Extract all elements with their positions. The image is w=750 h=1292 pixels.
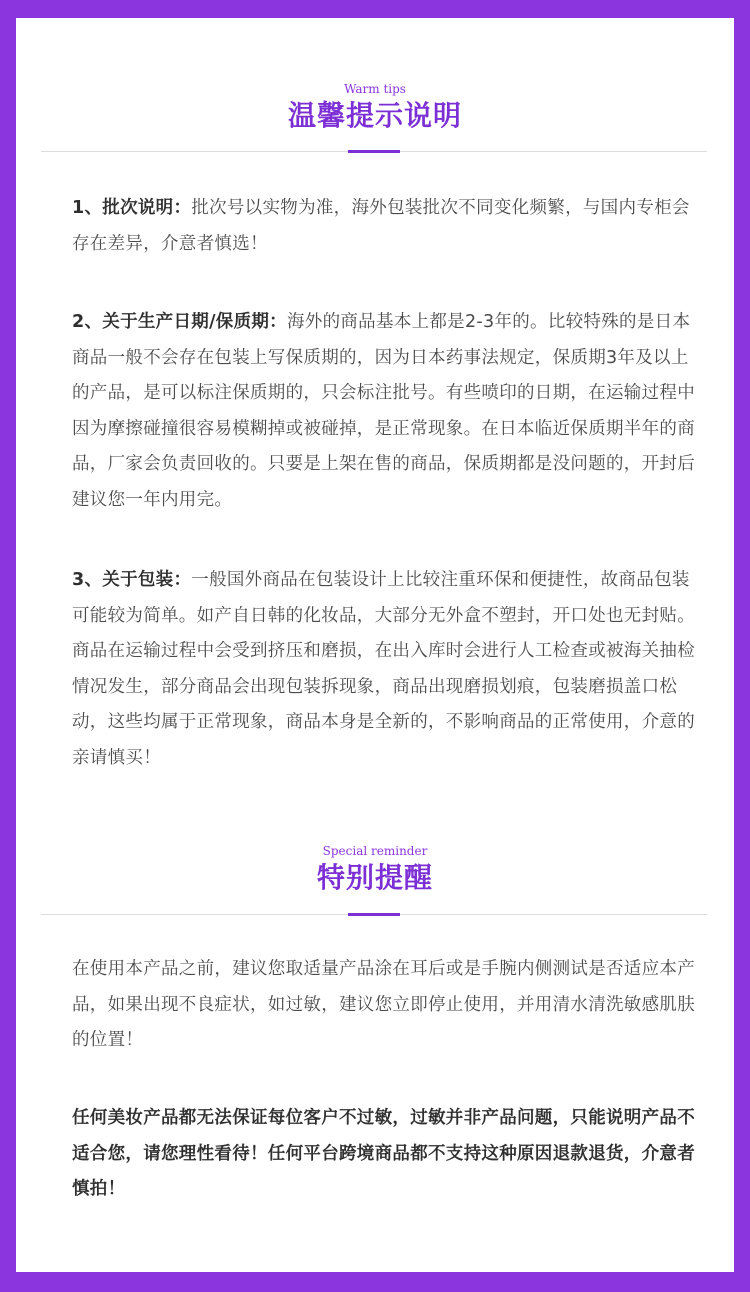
- special-reminder-header: [16, 844, 734, 896]
- item-shelf-life-text: 海外的商品基本上都是2-3年的。比较特殊的是日本商品一般不会存在包装上写保质期的，因为日本药事法规定，保质期3年及以上的产品，是可以标注保质期的，只会标注批号。有些喷印的日期，在运输过程中因为摩擦碰撞很容易模糊掉或被碰掉，是正常现象。在日本临近保质期半年的商品，厂家会负责回收的。只要是上架在售的商品，保质期都是没问题的，开封后建议您一年内用完。: [72, 312, 695, 510]
- warm-tips-accent-bar: [348, 150, 400, 153]
- warm-tips-en-title: Warm tips: [344, 82, 406, 96]
- item-shelf-life: [72, 305, 698, 518]
- item-packaging-text: 一般国外商品在包装设计上比较注重环保和便捷性，故商品包装可能较为简单。如产自日韩的化妆品，大部分无外盒不塑封，开口处也无封贴。商品在运输过程中会受到挤压和磨损，在出入库时会进行人工检查或被海关抽检情况发生，部分商品会出现包装拆现象，商品出现磨损划痕，包装磨损盖口松动，这些均属于正常现象，商品本身是全新的，不影响商品的正常使用，介意的亲请慎买！: [72, 570, 695, 768]
- special-reminder-warning: 任何美妆产品都无法保证每位客户不过敏，过敏并非产品问题，只能说明产品不适合您，请您理性看待！任何平台跨境商品都不支持这种原因退款退货，介意者慎拍！: [72, 1108, 695, 1199]
- special-reminder-text: 在使用本产品之前，建议您取适量产品涂在耳后或是手腕内侧测试是否适应本产品，如果出现不良症状，如过敏，建议您立即停止使用，并用清水清洗敏感肌肤的位置！: [72, 959, 695, 1050]
- warm-tips-cn-title: 温馨提示说明: [287, 99, 462, 132]
- item-batch-text: 批次号以实物为准，海外包装批次不同变化频繁，与国内专柜会存在差异，介意者慎选！: [72, 198, 690, 254]
- item-batch-label: 1、批次说明：: [72, 198, 192, 218]
- special-reminder-en-title: Special reminder: [322, 844, 428, 858]
- item-packaging: [72, 563, 698, 776]
- item-shelf-life-label: 2、关于生产日期/保质期：: [72, 312, 287, 332]
- item-batch-note: [72, 191, 698, 262]
- warm-tips-header: [16, 82, 734, 134]
- special-reminder-cn-title: 特别提醒: [316, 861, 433, 894]
- special-reminder-accent-bar: [348, 913, 400, 916]
- tips-card: [16, 18, 734, 1272]
- item-packaging-label: 3、关于包装：: [72, 570, 192, 590]
